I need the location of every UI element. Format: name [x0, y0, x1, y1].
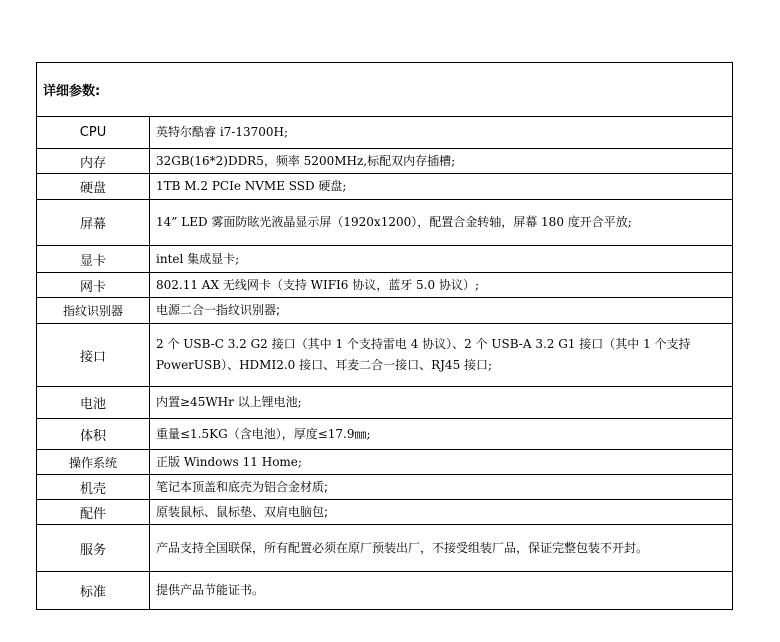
- row-label-gpu: 显卡: [37, 246, 150, 273]
- spec-table: [36, 62, 733, 610]
- row-label-os: 操作系统: [37, 450, 150, 475]
- table-header-row: [37, 63, 733, 117]
- row-label-fingerprint: 指纹识别器: [37, 298, 150, 324]
- table-row: [37, 200, 733, 246]
- row-value-chassis: 笔记本顶盖和底壳为铝合金材质;: [150, 475, 733, 500]
- row-label-standard: 标准: [37, 572, 150, 610]
- table-row: [37, 419, 733, 450]
- row-value-battery: 内置≥45WHr 以上锂电池;: [150, 387, 733, 419]
- row-label-battery: 电池: [37, 387, 150, 419]
- table-row: [37, 273, 733, 298]
- row-value-network: 802.11 AX 无线网卡（支持 WIFI6 协议，蓝牙 5.0 协议）;: [150, 273, 733, 298]
- table-title: 详细参数:: [37, 63, 733, 117]
- row-value-disk: 1TB M.2 PCIe NVME SSD 硬盘;: [150, 174, 733, 200]
- row-value-volume: 重量≤1.5KG（含电池），厚度≤17.9㎜;: [150, 419, 733, 450]
- table-row: [37, 475, 733, 500]
- table-row: [37, 117, 733, 149]
- table-row: [37, 174, 733, 200]
- row-value-ports: 2 个 USB-C 3.2 G2 接口（其中 1 个支持雷电 4 协议）、2 个 USB-A 3.2 G1 接口（其中 1 个支持 PowerUSB）、HDMI2.0 接口、耳麦二合一接口、RJ45 接口;: [150, 324, 733, 387]
- table-row: [37, 324, 733, 387]
- row-value-gpu: intel 集成显卡;: [150, 246, 733, 273]
- row-label-disk: 硬盘: [37, 174, 150, 200]
- row-label-screen: 屏幕: [37, 200, 150, 246]
- row-value-accessories: 原装鼠标、鼠标垫、双肩电脑包;: [150, 500, 733, 525]
- table-row: [37, 387, 733, 419]
- table-row: [37, 572, 733, 610]
- row-value-os: 正版 Windows 11 Home;: [150, 450, 733, 475]
- row-value-cpu: 英特尔酷睿 i7-13700H;: [150, 117, 733, 149]
- table-row: [37, 450, 733, 475]
- row-value-memory: 32GB(16*2)DDR5，频率 5200MHz,标配双内存插槽;: [150, 149, 733, 174]
- row-label-chassis: 机壳: [37, 475, 150, 500]
- table-row: [37, 246, 733, 273]
- row-value-service: 产品支持全国联保，所有配置必须在原厂预装出厂，不接受组装厂品，保证完整包装不开封。: [150, 525, 733, 572]
- row-label-accessories: 配件: [37, 500, 150, 525]
- row-label-network: 网卡: [37, 273, 150, 298]
- table-row: [37, 149, 733, 174]
- row-value-screen: 14” LED 雾面防眩光液晶显示屏（1920x1200），配置合金转轴，屏幕 180 度开合平放;: [150, 200, 733, 246]
- table-row: [37, 500, 733, 525]
- row-label-volume: 体积: [37, 419, 150, 450]
- row-value-fingerprint: 电源二合一指纹识别器;: [150, 298, 733, 324]
- row-value-standard: 提供产品节能证书。: [150, 572, 733, 610]
- table-row: [37, 298, 733, 324]
- row-label-cpu: CPU: [37, 117, 150, 149]
- row-label-ports: 接口: [37, 324, 150, 387]
- row-label-memory: 内存: [37, 149, 150, 174]
- row-label-service: 服务: [37, 525, 150, 572]
- table-row: [37, 525, 733, 572]
